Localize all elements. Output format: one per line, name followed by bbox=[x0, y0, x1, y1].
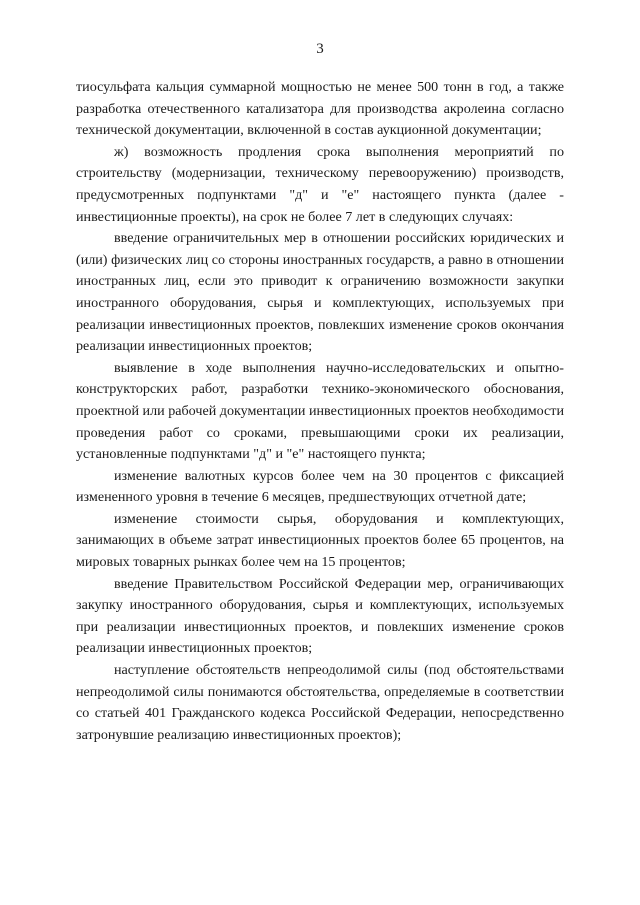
paragraph-case-force-majeure: наступление обстоятельств непреодолимой силы (под обстоятельствами непреодолимой силы понимаются обстоятельства, определяемые в соответствии со статьей 401 Гражданского кодекса Российской Федерации, непосредственно затронувшие реализацию инвестиционных проектов); bbox=[76, 662, 564, 743]
paragraph-case-government-measures: введение Правительством Российской Федерации мер, ограничивающих закупку иностранного оборудования, сырья и комплектующих, используемых при реализации инвестиционных проектов, и повлекших изменение сроков реализации инвестиционных проектов; bbox=[76, 575, 564, 657]
paragraph-case-prices: изменение стоимости сырья, оборудования и комплектующих, занимающих в объеме затрат инвестиционных проектов более 65 процентов, на мировых товарных рынках более чем на 15 процентов; bbox=[76, 510, 564, 571]
document-body bbox=[76, 77, 564, 746]
paragraph-case-currency: изменение валютных курсов более чем на 30 процентов с фиксацией измененного уровня в течение 6 месяцев, предшествующих отчетной дате; bbox=[76, 467, 564, 506]
paragraph-case-research: выявление в ходе выполнения научно-исследовательских и опытно-конструкторских работ, разработки технико-экономического обоснования, проектной или рабочей документации инвестиционных проектов необходимости проведения работ со сроками, превышающими сроки их реализации, установленные подпунктами "д" и "е" настоящего пункта; bbox=[76, 359, 564, 463]
paragraph-subitem-zh: ж) возможность продления срока выполнения мероприятий по строительству (модернизации, техническому перевооружению) производств, предусмотренных подпунктами "д" и "е" настоящего пункта (далее - инвестиционные проекты), на срок не более 7 лет в следующих случаях: bbox=[76, 143, 564, 225]
page-number: 3 bbox=[316, 41, 324, 57]
paragraph-case-sanctions: введение ограничительных мер в отношении российских юридических и (или) физических лиц со стороны иностранных государств, а равно в отношении иностранных лиц, если это приводит к ограничению возможности закупки иностранного оборудования, сырья и комплектующих, используемых при реализации инвестиционных проектов, повлекших изменение сроков окончания реализации инвестиционных проектов; bbox=[76, 230, 564, 355]
paragraph-continuation: тиосульфата кальция суммарной мощностью не менее 500 тонн в год, а также разработка отечественного катализатора для производства акролеина согласно технической документации, включенной в состав аукционной документации; bbox=[76, 79, 564, 139]
